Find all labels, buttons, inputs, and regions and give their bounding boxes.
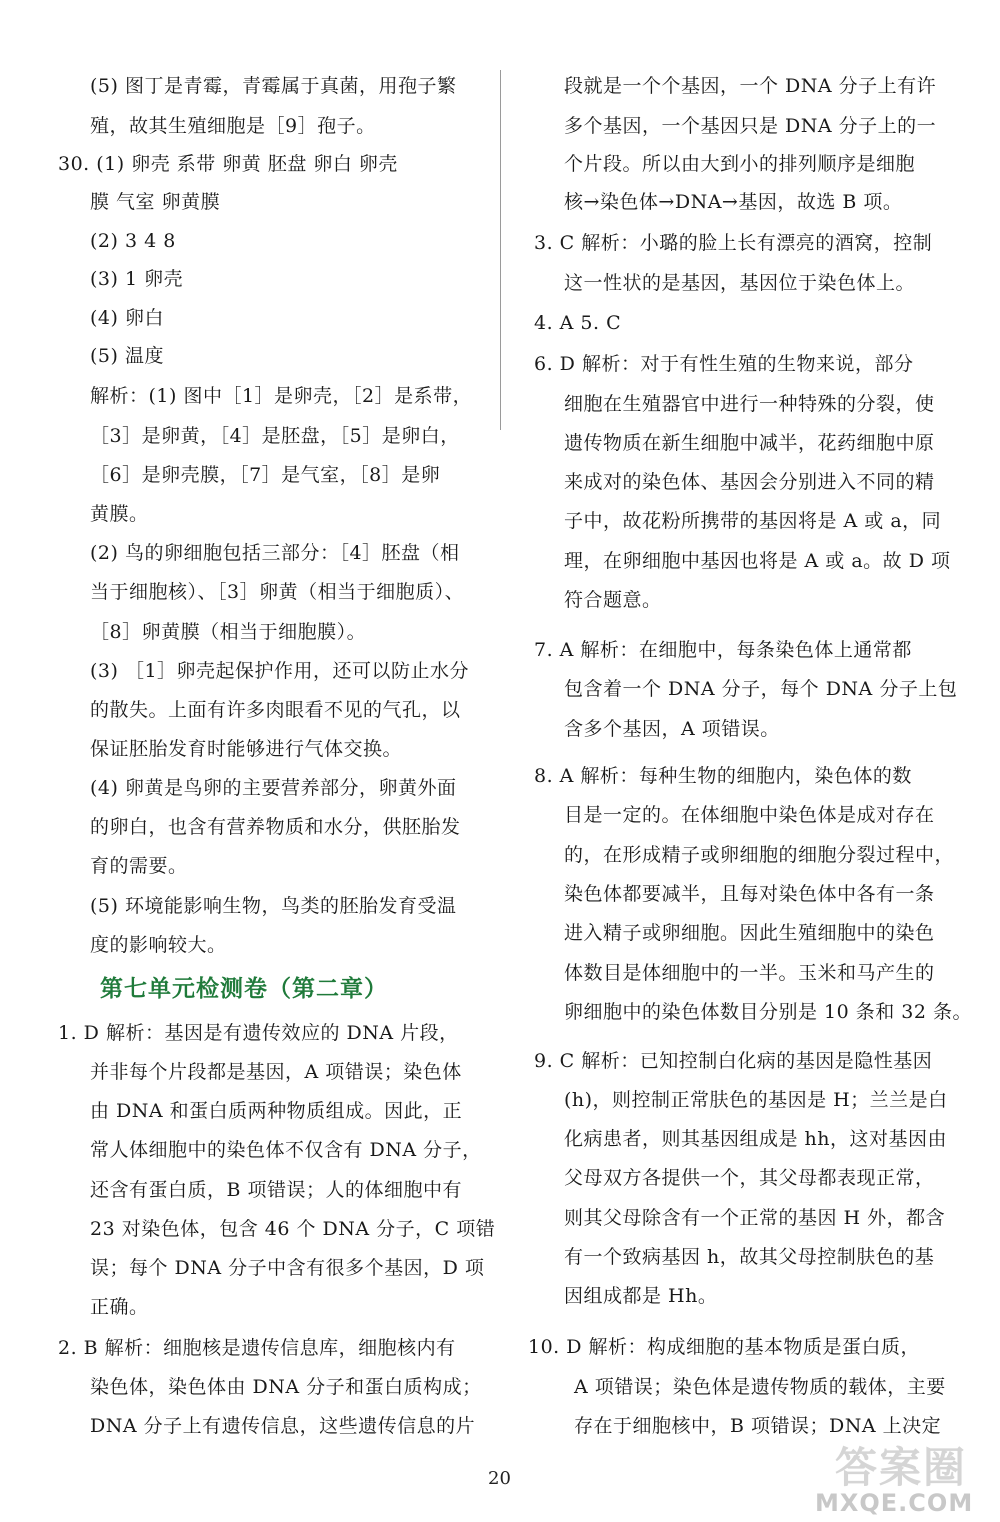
- text-line: 进入精子或卵细胞。因此生殖细胞中的染色: [564, 922, 935, 944]
- text-line: 目是一定的。在体细胞中染色体是成对存在: [564, 804, 935, 826]
- text-line: 卵细胞中的染色体数目分别是 10 条和 32 条。: [564, 1001, 973, 1023]
- text-line: 因组成都是 Hh。: [564, 1285, 718, 1307]
- text-line: 这一性状的是基因，基因位于染色体上。: [564, 272, 916, 294]
- watermark-text: 答案圈: [835, 1443, 968, 1492]
- text-line: ［6］是卵壳膜，［7］是气室，［8］是卵: [90, 464, 441, 486]
- text-line: 误；每个 DNA 分子中含有很多个基因，D 项: [90, 1257, 485, 1279]
- text-line: 理，在卵细胞中基因也将是 A 或 a。故 D 项: [564, 550, 951, 572]
- text-line: 正确。: [90, 1296, 149, 1318]
- text-line: 由 DNA 和蛋白质两种物质组成。因此，正: [90, 1100, 463, 1122]
- text-line: (4) 卵黄是鸟卵的主要营养部分，卵黄外面: [90, 777, 457, 799]
- text-line: 7. A 解析：在细胞中，每条染色体上通常都: [534, 639, 912, 661]
- text-line: 常人体细胞中的染色体不仅含有 DNA 分子，: [90, 1139, 482, 1161]
- text-line: 符合题意。: [564, 589, 662, 611]
- text-line: 的，在形成精子或卵细胞的细胞分裂过程中，: [564, 844, 955, 866]
- text-line: (h)，则控制正常肤色的基因是 H；兰兰是白: [564, 1089, 948, 1111]
- text-line: 的散失。上面有许多肉眼看不见的气孔，以: [90, 699, 461, 721]
- text-line: 9. C 解析：已知控制白化病的基因是隐性基因: [534, 1050, 933, 1072]
- text-line: 存在于细胞核中，B 项错误；DNA 上决定: [574, 1415, 942, 1437]
- text-line: 则其父母除含有一个正常的基因 H 外，都含: [564, 1207, 946, 1229]
- text-line: 还含有蛋白质，B 项错误；人的体细胞中有: [90, 1179, 463, 1201]
- text-line: A 项错误；染色体是遗传物质的载体，主要: [574, 1376, 946, 1398]
- text-line: ［8］卵黄膜（相当于细胞膜）。: [90, 621, 367, 643]
- text-line: DNA 分子上有遗传信息，这些遗传信息的片: [90, 1415, 476, 1437]
- text-line: (5) 温度: [90, 345, 164, 367]
- text-line: 体数目是体细胞中的一半。玉米和马产生的: [564, 962, 935, 984]
- text-line: 8. A 解析：每种生物的细胞内，染色体的数: [534, 765, 912, 787]
- text-line: 化病患者，则其基因组成是 hh，这对基因由: [564, 1128, 948, 1150]
- text-line: (2) 3 4 8: [90, 230, 176, 252]
- text-line: (4) 卵白: [90, 307, 164, 329]
- text-line: (3) ［1］卵壳起保护作用，还可以防止水分: [90, 660, 470, 682]
- text-line: 黄膜。: [90, 503, 149, 525]
- text-line: 1. D 解析：基因是有遗传效应的 DNA 片段，: [58, 1022, 459, 1044]
- text-line: 核→染色体→DNA→基因，故选 B 项。: [564, 191, 903, 213]
- text-line: 30. (1) 卵壳 系带 卵黄 胚盘 卵白 卵壳: [58, 153, 398, 175]
- text-line: ［3］是卵黄，［4］是胚盘，［5］是卵白，: [90, 425, 460, 447]
- text-line: 当于细胞核）、［3］卵黄（相当于细胞质）、: [90, 581, 465, 603]
- text-line: 子中，故花粉所携带的基因将是 A 或 a，同: [564, 510, 942, 532]
- text-line: 2. B 解析：细胞核是遗传信息库，细胞核内有: [58, 1337, 456, 1359]
- text-line: 含多个基因，A 项错误。: [564, 718, 780, 740]
- text-line: 6. D 解析：对于有性生殖的生物来说，部分: [534, 353, 914, 375]
- text-line: 染色体，染色体由 DNA 分子和蛋白质构成；: [90, 1376, 482, 1398]
- text-line: 多个基因，一个基因只是 DNA 分子上的一: [564, 115, 937, 137]
- watermark-logo: [815, 1445, 990, 1517]
- column-divider: [500, 70, 501, 430]
- text-line: 细胞在生殖器官中进行一种特殊的分裂，使: [564, 393, 935, 415]
- text-line: 4. A 5. C: [534, 312, 622, 334]
- text-line: 个片段。所以由大到小的排列顺序是细胞: [564, 153, 916, 175]
- text-line: 育的需要。: [90, 855, 188, 877]
- watermark-url: MXQE.COM: [815, 1489, 974, 1517]
- text-line: 来成对的染色体、基因会分别进入不同的精: [564, 471, 935, 493]
- text-line: 的卵白，也含有营养物质和水分，供胚胎发: [90, 816, 461, 838]
- text-line: 膜 气室 卵黄膜: [90, 191, 221, 213]
- text-line: 殖，故其生殖细胞是［9］孢子。: [90, 115, 376, 137]
- text-line: (2) 鸟的卵细胞包括三部分：［4］胚盘（相: [90, 542, 460, 564]
- text-line: 包含着一个 DNA 分子，每个 DNA 分子上包: [564, 678, 958, 700]
- text-line: 父母双方各提供一个，其父母都表现正常，: [564, 1167, 935, 1189]
- text-line: 有一个致病基因 h，故其父母控制肤色的基: [564, 1246, 935, 1268]
- text-line: 保证胚胎发育时能够进行气体交换。: [90, 738, 403, 760]
- text-line: 染色体都要减半，且每对染色体中各有一条: [564, 883, 935, 905]
- text-line: (5) 环境能影响生物，鸟类的胚胎发育受温: [90, 895, 457, 917]
- text-line: 23 对染色体，包含 46 个 DNA 分子，C 项错: [90, 1218, 496, 1240]
- text-line: 遗传物质在新生细胞中减半，花药细胞中原: [564, 432, 935, 454]
- text-line: (5) 图丁是青霉，青霉属于真菌，用孢子繁: [90, 75, 457, 97]
- text-line: 10. D 解析：构成细胞的基本物质是蛋白质，: [528, 1336, 921, 1358]
- page-number: 20: [488, 1468, 511, 1489]
- text-line: 度的影响较大。: [90, 934, 227, 956]
- text-line: 3. C 解析：小璐的脸上长有漂亮的酒窝，控制: [534, 232, 933, 254]
- section-title: 第七单元检测卷（第二章）: [100, 975, 388, 1002]
- text-line: (3) 1 卵壳: [90, 268, 184, 290]
- text-line: 并非每个片段都是基因，A 项错误；染色体: [90, 1061, 462, 1083]
- text-line: 解析：(1) 图中［1］是卵壳，［2］是系带，: [90, 385, 473, 407]
- text-line: 段就是一个个基因，一个 DNA 分子上有许: [564, 75, 937, 97]
